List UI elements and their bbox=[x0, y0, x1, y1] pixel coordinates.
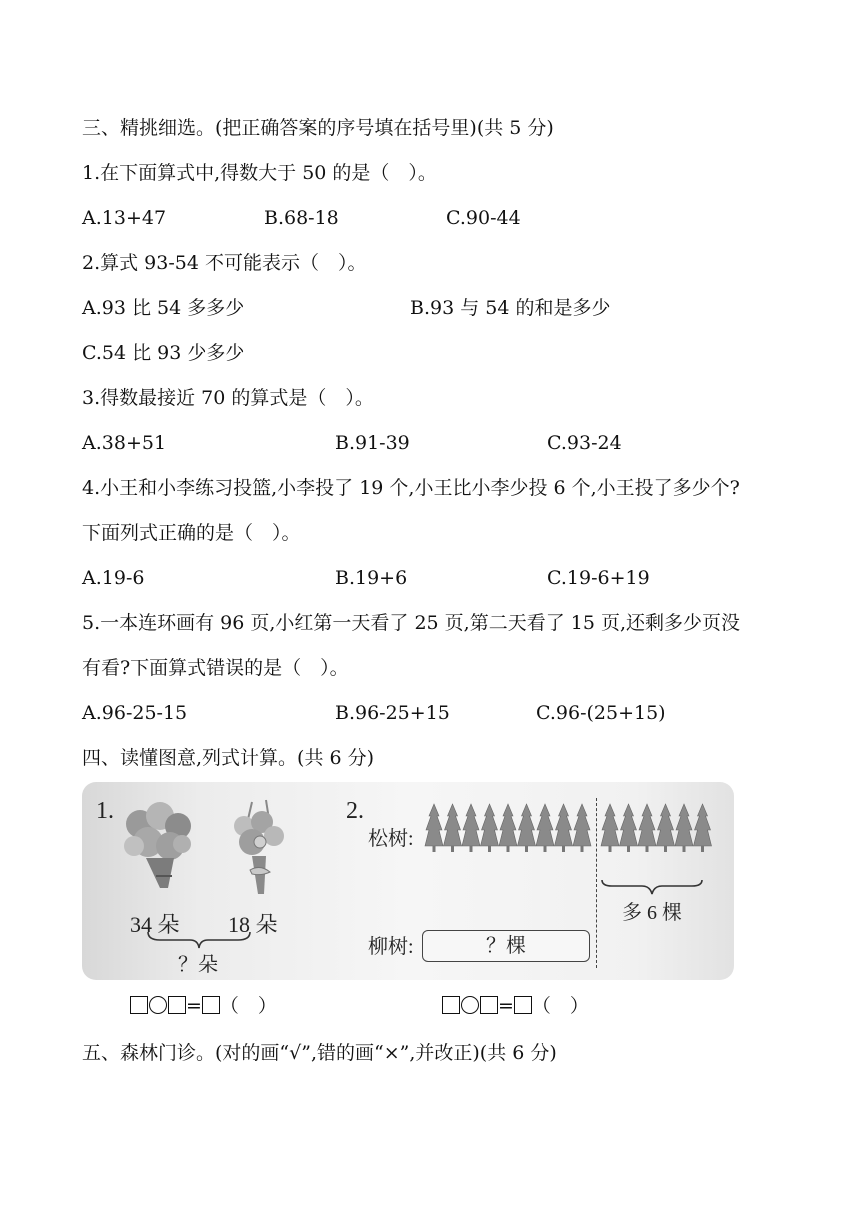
q5-text-line2: 有看?下面算式错误的是（ ）。 bbox=[82, 657, 349, 679]
pine-tree-icon bbox=[657, 804, 675, 852]
figure1-left-label: 34 朵 bbox=[130, 912, 180, 937]
pine-tree-icon bbox=[425, 804, 443, 852]
operator-circle-icon bbox=[149, 996, 167, 1014]
figure1-right-label: 18 朵 bbox=[228, 912, 278, 937]
pine-label: 松树: bbox=[368, 828, 414, 850]
answer-paren: （ ） bbox=[219, 995, 277, 1017]
section3-title: 三、精挑细选。(把正确答案的序号填在括号里)(共 5 分) bbox=[82, 117, 554, 139]
q1-option-b: B.68-18 bbox=[264, 207, 339, 229]
q1-text: 1.在下面算式中,得数大于 50 的是（ ）。 bbox=[82, 162, 437, 184]
q4-option-b: B.19+6 bbox=[335, 567, 408, 589]
equals-sign: = bbox=[498, 995, 514, 1017]
pine-tree-icon bbox=[444, 804, 462, 852]
answer-box-icon bbox=[130, 996, 148, 1014]
pine-tree-icon bbox=[462, 804, 480, 852]
answer-paren: （ ） bbox=[531, 995, 589, 1017]
bouquet-illustration bbox=[112, 796, 312, 906]
q5-option-c: C.96-(25+15) bbox=[536, 702, 666, 724]
pine-tree-icon bbox=[620, 804, 638, 852]
q1-option-c: C.90-44 bbox=[446, 207, 521, 229]
pine-tree-icon bbox=[573, 804, 591, 852]
pine-tree-row bbox=[422, 802, 712, 862]
flower-bouquet-right-icon bbox=[234, 800, 284, 894]
q2-option-a: A.93 比 54 多多少 bbox=[82, 297, 245, 319]
pine-tree-icon bbox=[518, 804, 536, 852]
answer-line-1 bbox=[130, 994, 277, 1018]
answer-box-icon bbox=[514, 996, 532, 1014]
pine-tree-icon bbox=[601, 804, 619, 852]
q3-option-c: C.93-24 bbox=[547, 432, 622, 454]
q2-text: 2.算式 93-54 不可能表示（ ）。 bbox=[82, 252, 367, 274]
section5-title: 五、森林门诊。(对的画“√”,错的画“×”,并改正)(共 6 分) bbox=[82, 1042, 557, 1064]
q5-text-line1: 5.一本连环画有 96 页,小红第一天看了 25 页,第二天看了 15 页,还剩多少页没 bbox=[82, 612, 741, 634]
pine-tree-icon bbox=[555, 804, 573, 852]
pine-tree-icon bbox=[694, 804, 712, 852]
pine-tree-icon bbox=[481, 804, 499, 852]
q4-option-c: C.19-6+19 bbox=[547, 567, 650, 589]
pine-tree-icon bbox=[536, 804, 554, 852]
q2-option-c: C.54 比 93 少多少 bbox=[82, 342, 245, 364]
q5-option-b: B.96-25+15 bbox=[335, 702, 450, 724]
q3-option-b: B.91-39 bbox=[335, 432, 410, 454]
illustration-panel bbox=[82, 782, 734, 980]
answer-box-icon bbox=[168, 996, 186, 1014]
q4-option-a: A.19-6 bbox=[82, 567, 145, 589]
pine-tree-icon bbox=[638, 804, 656, 852]
pine-tree-icon bbox=[675, 804, 693, 852]
q4-text-line1: 4.小王和小李练习投篮,小李投了 19 个,小王比小李少投 6 个,小王投了多少个? bbox=[82, 477, 740, 499]
section4-title: 四、读懂图意,列式计算。(共 6 分) bbox=[82, 747, 375, 769]
figure1-question-label: ？朵 bbox=[178, 954, 218, 976]
figure2-brace-icon bbox=[600, 878, 704, 898]
divider-dashed-line bbox=[596, 798, 597, 968]
equals-sign: = bbox=[186, 995, 202, 1017]
more-label: 多 6 棵 bbox=[622, 902, 682, 924]
answer-box-icon bbox=[202, 996, 220, 1014]
answer-box-icon bbox=[480, 996, 498, 1014]
answer-line-2 bbox=[442, 994, 589, 1018]
q4-text-line2: 下面列式正确的是（ ）。 bbox=[82, 522, 301, 544]
willow-label: 柳树: bbox=[368, 936, 414, 958]
operator-circle-icon bbox=[461, 996, 479, 1014]
flower-bouquet-left-icon bbox=[124, 802, 191, 888]
figure1-number: 1. bbox=[96, 798, 114, 824]
q5-option-a: A.96-25-15 bbox=[82, 702, 188, 724]
q3-option-a: A.38+51 bbox=[82, 432, 167, 454]
q1-option-a: A.13+47 bbox=[82, 207, 167, 229]
q2-option-b: B.93 与 54 的和是多少 bbox=[410, 297, 611, 319]
answer-box-icon bbox=[442, 996, 460, 1014]
q3-text: 3.得数最接近 70 的算式是（ ）。 bbox=[82, 387, 374, 409]
figure2-number: 2. bbox=[346, 798, 364, 824]
willow-box: ？棵 bbox=[422, 930, 590, 962]
pine-tree-icon bbox=[499, 804, 517, 852]
